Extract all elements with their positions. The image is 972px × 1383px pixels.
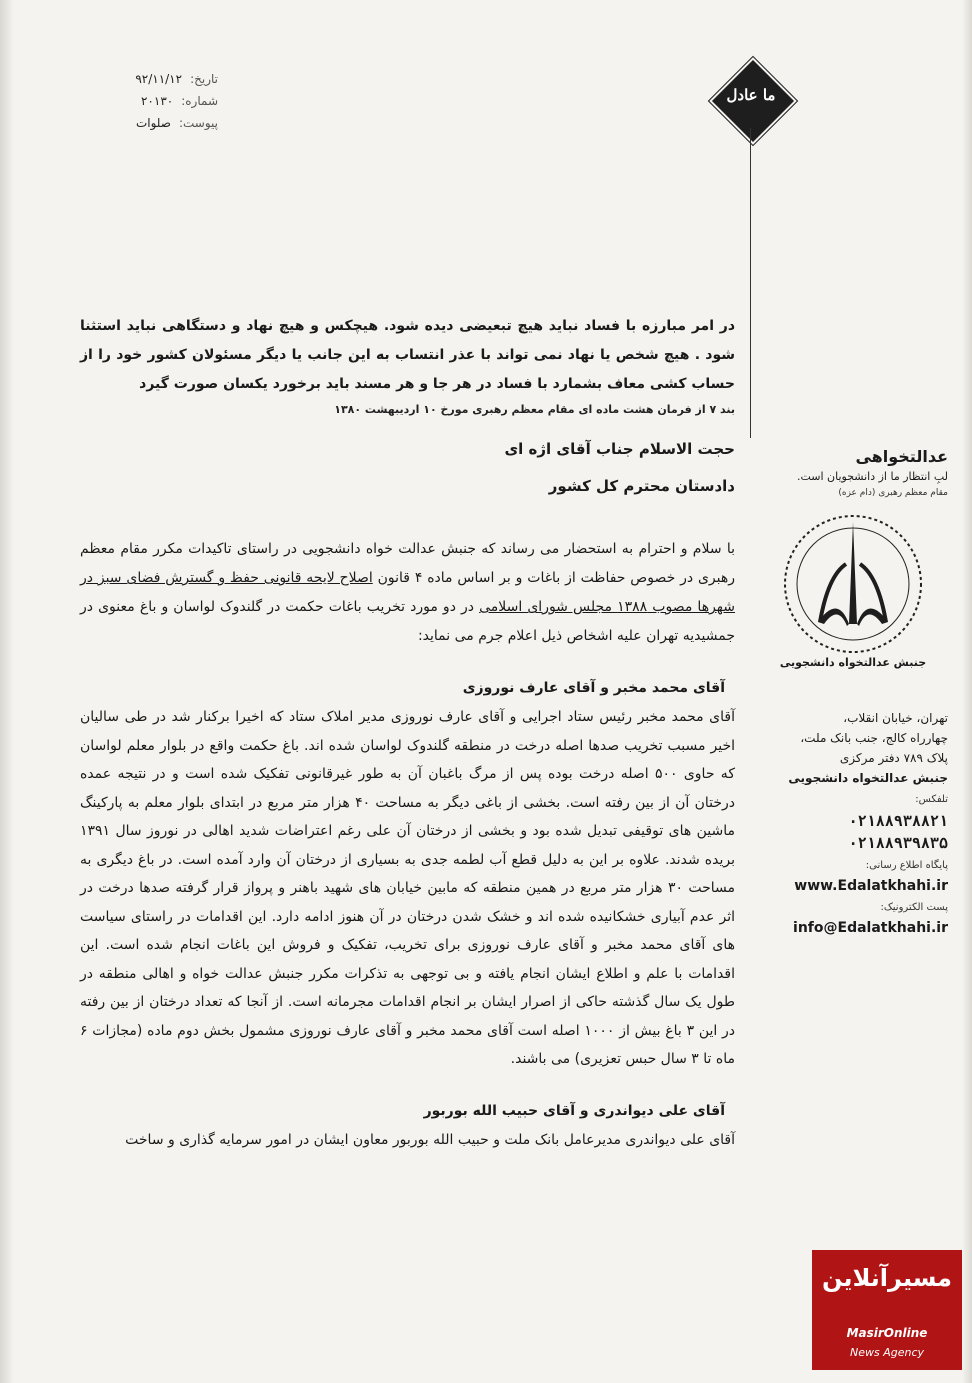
website-link[interactable]: www.Edalatkhahi.ir	[794, 878, 948, 894]
number-value: ۲۰۱۳۰	[140, 94, 174, 108]
email-link[interactable]: info@Edalatkhahi.ir	[793, 920, 948, 936]
website-label: پایگاه اطلاع رسانی:	[865, 860, 948, 871]
watermark-latin-name: MasirOnline	[846, 1326, 928, 1340]
watermark-name: مسیرآنلاین	[821, 1264, 953, 1292]
badge-divider-line	[750, 128, 751, 438]
email-label: پست الکترونیک:	[880, 902, 948, 913]
emblem-icon	[758, 504, 948, 664]
address-line-4: جنبش عدالتخواه دانشجویی	[788, 771, 948, 785]
slogan-attribution: مقام معظم رهبری (دام عزه)	[838, 488, 948, 498]
section2-heading: آقای علی دیواندری و آقای حبیب الله بوربور	[423, 1102, 725, 1119]
sidebar	[758, 446, 948, 936]
leader-quote: در امر مبارزه با فساد نباید هیچ تبعیضی دیده شود. هیچکس و هیچ نهاد و دستگاهی نباید استثنا شود . هیچ شخص یا نهاد نمی تواند با عذر انتساب به این جانب یا دیگر مسئولان کشور خود را از حساب کشی معاف بشمارد با فساد در هر جا و هر مسند باید برخورد یکسان صورت گیرد	[80, 318, 735, 392]
section1-heading: آقای محمد مخبر و آقای عارف نوروزی	[462, 680, 725, 696]
letter-meta	[88, 68, 218, 134]
intro-part1: با سلام و احترام به استحضار می رساند که جنبش عدالت خواه دانشجویی در راستای تاکیدات مکرر مقام معظم رهبری در خصوص حفاظت از باغات و بر اساس ماده ۴ قانون	[80, 541, 735, 586]
org-slogan: لبِ انتظار ما از دانشجویان است.	[796, 470, 948, 483]
phone-1: ۰۲۱۸۸۹۳۸۸۲۱	[848, 812, 948, 830]
date-value: ۹۲/۱۱/۱۲	[135, 72, 183, 86]
news-agency-watermark	[812, 1250, 962, 1370]
number-row	[88, 90, 218, 112]
date-row	[88, 68, 218, 90]
phone-label: تلفکس:	[915, 794, 948, 805]
attachment-label: پیوست:	[178, 116, 218, 130]
section2-body: آقای علی دیواندری مدیرعامل بانک ملت و حبیب الله بوربور معاون ایشان در امور سرمایه گذاری و ساخت	[125, 1131, 735, 1148]
addressee-title: دادستان محترم کل کشور	[548, 477, 735, 495]
letter-body	[80, 312, 735, 1154]
watermark-tagline: News Agency	[849, 1346, 925, 1359]
phone-2: ۰۲۱۸۸۹۳۹۸۳۵	[848, 834, 948, 852]
intro-part2: در دو مورد تخریب باغات حکمت در گلندوک لواسان و باغ معنوی در جمشیدیه تهران علیه اشخاص ذیل اعلام جرم می نماید:	[80, 599, 735, 644]
scan-edge-left	[0, 0, 14, 1383]
intro-law-reference: اصلاح لایحه قانونی حفظ و گسترش فضای سبز در شهرها مصوب ۱۳۸۸ مجلس شورای اسلامی	[80, 570, 735, 615]
section1-body: آقای محمد مخبر رئیس ستاد اجرایی و آقای عارف نوروزی مدیر املاک ستاد که اخیرا برکنار شد در طی سالیان اخیر مسبب تخریب صدها اصله درخت در منطقه گلندوک لواسان شده اند. باغ حکمت واقع در بلوار معلم لواسان که حاوی ۵۰۰ اصله درخت بوده پس از مرگ باغبان آن به طور غیرقانونی تفکیک شده است و در نتیجه عمده درختان آن از بین رفته است. بخشی از باغی دیگر به مساحت ۴۰ هزار متر مربع در ابتدای بلوار معلم به پارکینگ ماشین های توقیفی تبدیل شده بود و بخشی از درختان آن علی رغم اعتراضات شدید اهالی در نوروز سال ۱۳۹۱ بریده شدند. علاوه بر این به دلیل قطع آب لطمه جدی به بسیاری از درختان آن وارد آمده است. در باغ دیگری به مساحت ۳۰ هزار متر مربع در همین منطقه که مابین خیابان های شهید باهنر و پرواز قرار گرفته صدها درخت در اثر عدم آبیاری خشکانیده شده اند و خشک شدن درختان در آن هنوز ادامه دارد. این اقدامات در راستای سیاست های آقای محمد مخبر و آقای عارف نوروزی برای تخریب، تفکیک و فروش این باغات انجام شده است. این اقدامات با علم و اطلاع ایشان انجام یافته و بی توجهی به تذکرات مکرر جنبش عدالت خواه و اهالی منطقه در طول یک سال گذشته حاکی از اصرار ایشان بر انجام اقدامات مجرمانه است. از آنجا که تعداد درختان از بین رفته در این ۳ باغ بیش از ۱۰۰۰ اصله است آقای محمد مخبر و آقای عارف نوروزی مشمول بخش دوم ماده (مجازات ۶ ماه تا ۳ سال حبس تعزیری) می باشند.	[80, 709, 736, 1067]
address-line-1: تهران، خیابان انقلاب،	[843, 711, 948, 725]
quote-source: بند ۷ از فرمان هشت ماده ای مقام معظم رهبری مورخ ۱۰ اردیبهشت ۱۳۸۰	[334, 403, 735, 416]
emblem-caption: جنبش عدالتخواه دانشجویی	[779, 656, 927, 669]
attachment-row	[88, 112, 218, 134]
badge-logo-text: ما عادل	[726, 86, 776, 104]
contact-block	[758, 708, 948, 938]
address-line-3: پلاک ۷۸۹ دفتر مرکزی	[839, 751, 948, 765]
attachment-value: صلوات	[135, 116, 171, 130]
date-label: تاریخ:	[190, 72, 218, 86]
addressee-name: حجت الاسلام جناب آقای اژه ای	[504, 440, 735, 458]
intro-paragraph	[80, 535, 735, 651]
org-title: عدالتخواهی	[855, 447, 948, 466]
scan-edge-right	[962, 0, 972, 1383]
number-label: شماره:	[181, 94, 218, 108]
address-line-2: چهارراه کالج، جنب بانک ملت،	[800, 731, 948, 745]
